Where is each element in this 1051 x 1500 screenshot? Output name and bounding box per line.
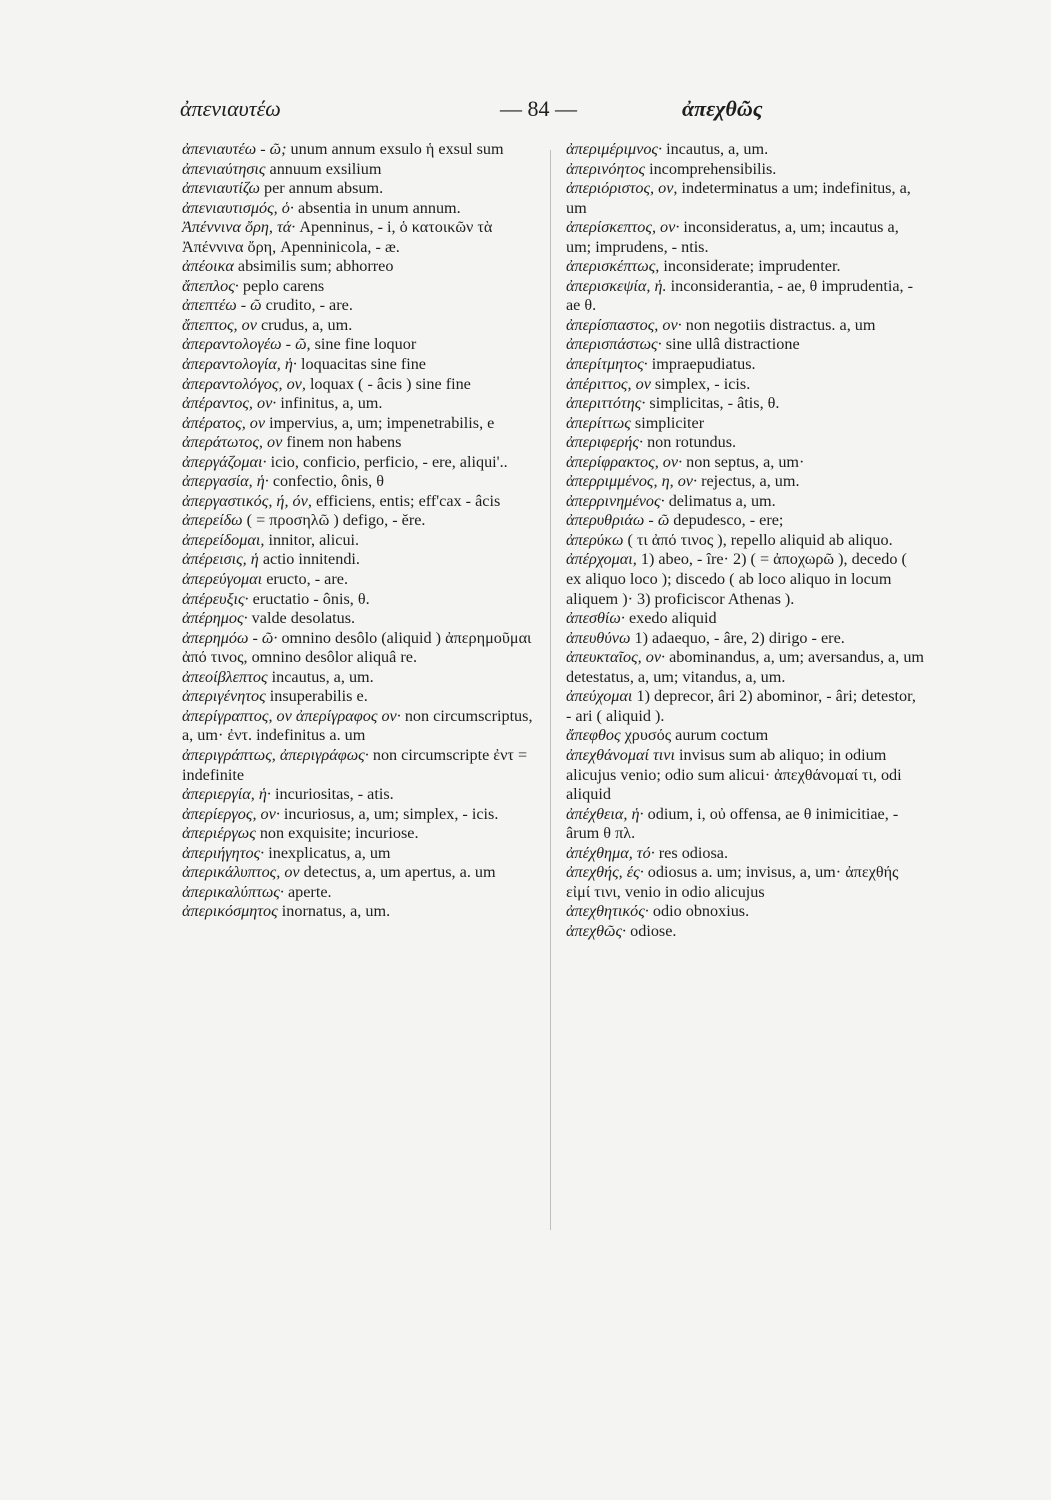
entry-headword: ἀπερεύγομαι [182, 570, 263, 589]
dictionary-entry [182, 805, 534, 825]
dictionary-entry [566, 355, 924, 375]
entry-definition: odiose. [626, 921, 677, 940]
entry-definition: unum annum exsulo ἡ exsul sum [286, 140, 504, 158]
entry-headword: ἀπέραντος, ον· [182, 394, 277, 413]
entry-headword: ἀπερύκω [566, 530, 624, 549]
entry-headword: ἀπεχθάνομαί τινι [566, 745, 675, 764]
entry-headword: ἀπέρχομαι, [566, 550, 637, 569]
entry-headword: ἀπερριμμένος, η, ον· [566, 472, 698, 491]
entry-definition: simplex, - icis. [650, 374, 751, 393]
entry-definition: inconsiderantia, - ae, θ imprudentia, - ae θ. [566, 276, 914, 315]
entry-headword: ἀπευκταῖος, ον· [566, 648, 666, 667]
entry-headword: Ἀπέννινα ὄρη, τά· [182, 218, 296, 237]
entry-headword: ἀπέοικα [182, 257, 234, 276]
entry-definition: impraepudiatus. [647, 355, 756, 374]
entry-definition: 1) deprecor, âri 2) abominor, - âri; detestor, - ari ( aliquid ). [566, 687, 916, 725]
entry-definition: abominandus, a, um; aversandus, a, um detestatus, a, um; vitandus, a, um. [566, 648, 925, 686]
entry-definition: inornatus, a, um. [277, 902, 391, 921]
entry-headword: ἀπεριήγητος· [182, 843, 265, 862]
left-column [182, 140, 534, 922]
entry-definition: delimatus a, um. [664, 491, 776, 510]
entry-headword: ἀπέρευξις· [182, 589, 249, 608]
entry-definition: crudito, - are. [261, 296, 353, 315]
dictionary-entry [566, 335, 924, 355]
dictionary-entry [182, 199, 534, 219]
entry-headword: ἀπενιαύτησις [182, 159, 266, 178]
page-number: — 84 — [500, 96, 577, 121]
entry-definition: icio, conficio, perficio, - ere, aliqui'.. [266, 452, 508, 471]
entry-headword: ἀπερικάλυπτος, ον [182, 863, 300, 882]
entry-definition: insuperabilis e. [265, 687, 368, 706]
dictionary-entry [566, 629, 924, 649]
entry-headword: ἀπερίεργος, ον· [182, 804, 280, 823]
entry-headword: ἀπεριεργία, ἡ· [182, 785, 271, 804]
entry-definition: eructo, - are. [262, 570, 348, 589]
entry-headword: ἀπερίσκεπτος, ον· [566, 218, 680, 237]
entry-definition: simpliciter [630, 413, 705, 432]
entry-definition: odiosus a. um; invisus, a, um· ἀπεχθής εἰμί τινι, venio in odio alicujus [566, 863, 899, 901]
entry-headword: ἀπέχθεια, ἡ· [566, 804, 644, 823]
entry-headword: ἄπεφθος [566, 726, 621, 745]
entry-headword: ἀπεριμέριμνος· [566, 140, 663, 158]
entry-definition: incautus, a, um. [267, 667, 374, 686]
entry-definition: indeterminatus a um; indefinitus, a, um [566, 179, 911, 217]
entry-definition: ( = προσηλῶ ) defigo, - ĕre. [242, 511, 426, 530]
entry-headword: ἀπεριόριστος, ον, [566, 179, 678, 198]
dictionary-entry [566, 550, 924, 609]
entry-definition: finem non habens [282, 433, 402, 452]
entry-headword: ἀπέχθημα, τό· [566, 843, 655, 862]
entry-definition: Apenninus, - i, ὁ κατοικῶν τὰ Ἀπέννινα ὄρη, Apenninicola, - æ. [182, 218, 493, 256]
dictionary-entry [182, 902, 534, 922]
entry-headword: ἀπεχθῶς· [566, 921, 627, 940]
entry-headword: ἀπερίφρακτος, ον· [566, 452, 683, 471]
entry-definition: aperte. [283, 882, 332, 901]
dictionary-entry [566, 492, 924, 512]
dictionary-entry [182, 844, 534, 864]
entry-headword: ἀπερισκεψία, ἡ. [566, 276, 667, 295]
dictionary-entry [182, 472, 534, 492]
entry-definition: ( τι ἀπό τινος ), repello aliquid ab aliquo. [623, 530, 893, 549]
entry-headword: ἀπερείδομαι, [182, 530, 265, 549]
dictionary-entry [182, 453, 534, 473]
entry-definition: loquax ( - âcis ) sine fine [305, 374, 471, 393]
dictionary-entry [566, 316, 924, 336]
dictionary-entry [566, 609, 924, 629]
entry-definition: detectus, a, um apertus, a. um [299, 863, 496, 882]
entry-definition: absentia in unum annum. [293, 198, 461, 217]
entry-headword: ἀπεριφερής· [566, 433, 644, 452]
dictionary-entry [566, 805, 924, 844]
entry-definition: non exquisite; incuriose. [255, 824, 419, 843]
entry-definition: per annum absum. [259, 179, 384, 198]
entry-headword: ἀπερισκέπτως, [566, 257, 660, 276]
entry-headword: ἀπερισπάστως· [566, 335, 662, 354]
entry-headword: ἀπεχθητικός· [566, 902, 649, 921]
entry-headword: ἀπερικαλύπτως· [182, 882, 284, 901]
dictionary-entry [566, 844, 924, 864]
dictionary-entry [566, 257, 924, 277]
entry-definition: depudesco, - ere; [669, 511, 784, 530]
entry-definition: rejectus, a, um. [697, 472, 800, 491]
entry-headword: ἀπεσθίω· [566, 609, 625, 628]
dictionary-entry [182, 550, 534, 570]
dictionary-entry [566, 179, 924, 218]
entry-definition: incomprehensibilis. [645, 159, 777, 178]
dictionary-entry [182, 492, 534, 512]
dictionary-entry [182, 824, 534, 844]
entry-headword: ἀπερημόω - ῶ· [182, 628, 278, 647]
entry-headword: ἀπεχθής, ές· [566, 863, 644, 882]
entry-headword: ἀπεργαστικός, ή, όν, [182, 491, 312, 510]
right-column [566, 140, 924, 941]
entry-headword: ἀπερίγραπτος, ον ἀπερίγραφος ον· [182, 706, 401, 725]
entry-headword: ἀπερίττως [566, 413, 631, 432]
entry-headword: ἀπενιαυτέω - ῶ; [182, 140, 287, 158]
entry-definition: non septus, a, um· [682, 452, 805, 471]
entry-definition: absimilis sum; abhorreo [233, 257, 394, 276]
dictionary-entry [182, 785, 534, 805]
entry-headword: ἀπενιαυτισμός, ὁ· [182, 198, 294, 217]
header-right-guide-word: ἀπεχθῶς [682, 96, 763, 121]
entry-headword: ἀπεργασία, ἡ· [182, 472, 269, 491]
entry-headword: ἀπεπτέω - ῶ [182, 296, 262, 315]
entry-definition: crudus, a, um. [256, 315, 353, 334]
dictionary-entry [566, 375, 924, 395]
entry-definition: exedo aliquid [624, 609, 717, 628]
dictionary-entry [182, 257, 534, 277]
entry-definition: omnino desôlo (aliquid ) ἀπερημοῦμαι ἀπό τινος, omnino desôlor aliquâ re. [182, 628, 532, 667]
dictionary-entry [182, 296, 534, 316]
entry-definition: odium, i, οὐ offensa, ae θ inimicitiae, - ârum θ πλ. [566, 804, 899, 843]
entry-definition: innitor, alicui. [264, 530, 360, 549]
entry-definition: non rotundus. [643, 433, 737, 452]
entry-definition: invisus sum ab aliquo; in odium alicujus venio; odio sum alicui· ἀπεχθάνομαί τι, odi aliquid [566, 745, 902, 804]
entry-headword: ἀπεριττότης· [566, 394, 646, 413]
dictionary-entry [566, 277, 924, 316]
entry-headword: ἀπερίσπαστος, ον· [566, 315, 682, 334]
dictionary-entry [566, 472, 924, 492]
entry-headword: ἀπερυθριάω - ῶ [566, 511, 670, 530]
entry-headword: ἀπεριγένητος [182, 687, 266, 706]
dictionary-entry [182, 883, 534, 903]
entry-headword: ἀπερινόητος [566, 159, 646, 178]
running-header [180, 96, 780, 126]
dictionary-entry [182, 140, 534, 160]
entry-definition: simplicitas, - âtis, θ. [645, 394, 780, 413]
entry-headword: ἀπέρεισις, ἡ [182, 550, 259, 569]
dictionary-entry [182, 375, 534, 395]
entry-headword: ἀπερίτμητος· [566, 355, 648, 374]
entry-definition: loquacitas sine fine [296, 355, 426, 374]
entry-headword: ἀπεύχομαι [566, 687, 633, 706]
dictionary-entry [182, 609, 534, 629]
entry-headword: ἀπευθύνω [566, 628, 631, 647]
dictionary-entry [182, 590, 534, 610]
header-left-guide-word: ἀπενιαυτέω [180, 96, 281, 121]
entry-definition: efficiens, entis; eff'cax - âcis [311, 491, 501, 510]
entry-headword: ἀπεριέργως [182, 824, 256, 843]
dictionary-entry [182, 629, 534, 668]
entry-definition: non circumscriptus, a, um· ἐντ. indefinitus a. um [182, 706, 533, 745]
entry-definition: inconsideratus, a, um; incautus a, um; imprudens, - ntis. [566, 218, 899, 256]
entry-headword: ἀπερικόσμητος [182, 902, 278, 921]
entry-headword: ἀπενιαυτίζω [182, 179, 260, 198]
entry-headword: ἀπέρημος· [182, 609, 248, 628]
dictionary-entry [182, 316, 534, 336]
dictionary-entry [566, 394, 924, 414]
entry-definition: actio innitendi. [258, 550, 360, 569]
entry-headword: ἀπεριγράπτως, ἀπεριγράφως· [182, 745, 369, 764]
entry-headword: ἀπεράτωτος, ον [182, 433, 283, 452]
entry-definition: incuriositas, - atis. [270, 785, 394, 804]
dictionary-entry [182, 687, 534, 707]
entry-definition: non circumscripte ἐντ = indefinite [182, 745, 528, 784]
entry-headword: ἀπεραντολόγος, ον, [182, 374, 306, 393]
dictionary-entry [566, 531, 924, 551]
entry-definition: confectio, ônis, θ [268, 472, 384, 491]
entry-headword: ἀπεοίβλεπτος [182, 667, 268, 686]
dictionary-entry [566, 140, 924, 160]
dictionary-entry [566, 902, 924, 922]
entry-definition: infinitus, a, um. [276, 394, 383, 413]
entry-definition: non negotiis distractus. a, um [681, 315, 876, 334]
dictionary-entry [566, 160, 924, 180]
entry-definition: 1) abeo, - îre· 2) ( = ἀποχωρῶ ), decedo ( ex aliquo loco ); discedo ( ab loco aliquo in locum aliquem )· 3) proficiscor Athenas ). [566, 550, 907, 608]
dictionary-entry [566, 687, 924, 726]
dictionary-entry [182, 160, 534, 180]
entry-headword: ἀπέριττος, ον [566, 374, 651, 393]
entry-definition: odio obnoxius. [648, 902, 750, 921]
dictionary-entry [182, 218, 534, 257]
entry-definition: 1) adaequo, - âre, 2) dirigo - ere. [630, 628, 845, 647]
entry-definition: χρυσός aurum coctum [620, 726, 769, 745]
entry-headword: ἀπερείδω [182, 511, 243, 530]
dictionary-entry [182, 414, 534, 434]
entry-definition: valde desolatus. [247, 609, 356, 628]
entry-headword: ἀπερρινημένος· [566, 491, 665, 510]
entry-definition: sine fine loquor [310, 335, 417, 354]
dictionary-entry [182, 668, 534, 688]
column-divider [550, 150, 551, 1230]
entry-definition: res odiosa. [654, 843, 729, 862]
dictionary-entry [566, 922, 924, 942]
dictionary-entry [182, 863, 534, 883]
entry-definition: incuriosus, a, um; simplex, - icis. [279, 804, 499, 823]
entry-definition: annuum exsilium [265, 159, 382, 178]
dictionary-entry [566, 453, 924, 473]
dictionary-entry [566, 218, 924, 257]
dictionary-entry [182, 511, 534, 531]
dictionary-entry [566, 746, 924, 805]
entry-definition: sine ullâ distractione [661, 335, 800, 354]
dictionary-entry [182, 570, 534, 590]
entry-definition: incautus, a, um. [662, 140, 769, 158]
entry-headword: ἀπέρατος, ον [182, 413, 266, 432]
entry-definition: inconsiderate; imprudenter. [659, 257, 841, 276]
dictionary-entry [566, 726, 924, 746]
dictionary-entry [182, 707, 534, 746]
dictionary-entry [182, 531, 534, 551]
dictionary-entry [566, 433, 924, 453]
dictionary-entry [566, 511, 924, 531]
dictionary-entry [182, 746, 534, 785]
dictionary-entry [182, 394, 534, 414]
entry-headword: ἀπεργάζομαι· [182, 452, 267, 471]
entry-headword: ἄπεπλος· [182, 276, 239, 295]
entry-definition: eructatio - ônis, θ. [248, 589, 370, 608]
dictionary-entry [182, 179, 534, 199]
dictionary-entry [182, 335, 534, 355]
entry-definition: inexplicatus, a, um [264, 843, 391, 862]
entry-definition: peplo carens [238, 276, 325, 295]
dictionary-entry [566, 648, 924, 687]
entry-headword: ἄπεπτος, ον [182, 315, 257, 334]
dictionary-entry [566, 414, 924, 434]
entry-headword: ἀπεραντολογία, ἡ· [182, 355, 297, 374]
entry-definition: impervius, a, um; impenetrabilis, e [265, 413, 495, 432]
dictionary-entry [182, 433, 534, 453]
dictionary-entry [182, 277, 534, 297]
entry-headword: ἀπεραντολογέω - ῶ, [182, 335, 311, 354]
dictionary-entry [182, 355, 534, 375]
dictionary-entry [566, 863, 924, 902]
